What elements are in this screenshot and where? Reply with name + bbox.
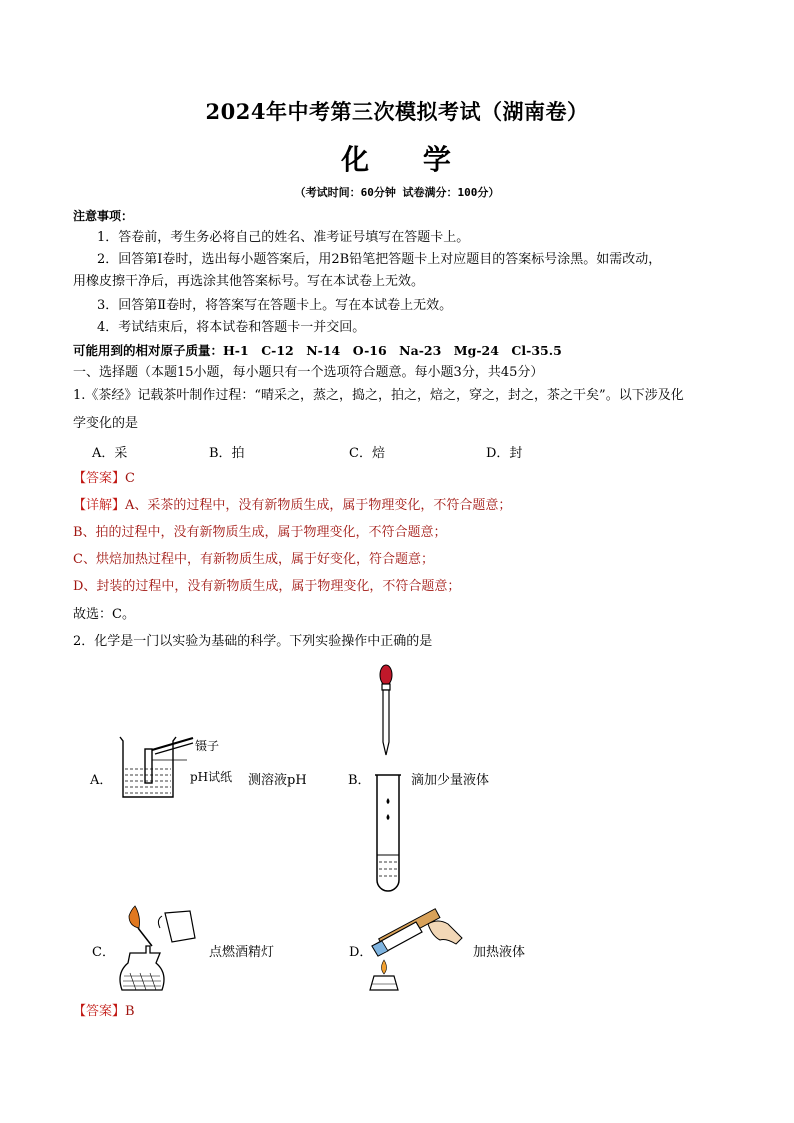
exam-info: （考试时间：60分钟 试卷满分：100分）: [294, 186, 500, 199]
test-tube: [377, 775, 399, 891]
notice-item-2b: 用橡皮擦干净后，再选涂其他答案标号。写在本试卷上无效。: [73, 274, 425, 289]
detail-text: A、采茶的过程中，没有新物质生成，属于物理变化，不符合题意；: [125, 498, 512, 513]
droplet: [387, 798, 390, 804]
answer-tag: 【答案】: [73, 471, 126, 486]
atomic-masses: 可能用到的相对原子质量：H-1 C-12 N-14 O-16 Na-23 Mg-24 Cl-35.5: [73, 343, 562, 358]
subject-title: 化 学: [341, 143, 473, 176]
q2-stem: 2．化学是一门以实验为基础的科学。下列实验操作中正确的是: [73, 634, 433, 649]
tweezers-label: 镊子: [195, 739, 220, 753]
answer-value: C: [125, 471, 135, 486]
alcohol-lamp-base: [370, 976, 398, 990]
q1-stem-line1: 1.《茶经》记载茶叶制作过程：“晴采之，蒸之，捣之，拍之，焙之，穿之，封之，茶之干矣”。以下涉及化: [73, 388, 684, 403]
q1-detail-1: [73, 496, 511, 516]
q1-option-c: C．焙: [349, 446, 385, 461]
q1-detail-4: D、封装的过程中，没有新物质生成，属于物理变化，不符合题意；: [73, 579, 461, 594]
q2-option-b-caption: 滴加少量液体: [411, 773, 490, 788]
detail-tag: 【详解】: [73, 498, 126, 513]
q1-option-a: A．采: [92, 446, 128, 461]
notice-item-1: 1．答卷前，考生务必将自己的姓名、准考证号填写在答题卡上。: [97, 230, 470, 245]
alcohol-lamp: [120, 946, 164, 990]
answer-tag: 【答案】: [73, 1004, 126, 1019]
q2-option-b-letter: B．: [348, 773, 371, 788]
q1-detail-2: B、拍的过程中，没有新物质生成，属于物理变化，不符合题意；: [73, 525, 447, 540]
q2-option-d-letter: D．: [349, 945, 373, 960]
heating-liquid-figure: [368, 900, 468, 995]
q2-option-a-caption: 测溶液pH: [248, 773, 307, 788]
q2-option-c-caption: 点燃酒精灯: [209, 945, 275, 960]
section-heading: 一、选择题（本题15小题，每小题只有一个选项符合题意。每小题3分，共45分）: [73, 365, 544, 380]
lamp-tilted: [165, 911, 195, 942]
q2-option-c-letter: C．: [92, 945, 115, 960]
q1-conclusion: 故选：C。: [73, 607, 135, 622]
ph-paper-label: pH试纸: [190, 770, 233, 784]
q1-answer: [73, 469, 135, 489]
dropper-test-tube-figure: [370, 660, 410, 895]
alcohol-lamp-lighting-figure: [110, 898, 210, 998]
droplet-2: [387, 814, 390, 820]
answer-value: B: [125, 1004, 135, 1019]
q2-answer: [73, 1002, 135, 1022]
notice-item-4: 4．考试结束后，将本试卷和答题卡一并交回。: [97, 320, 366, 335]
q1-option-b: B．拍: [209, 446, 245, 461]
ph-paper-strip: [145, 749, 152, 783]
notice-heading: 注意事项：: [73, 209, 134, 223]
q1-detail-3: C、烘焙加热过程中，有新物质生成，属于好变化，符合题意；: [73, 552, 434, 567]
dropper-bulb: [380, 665, 392, 685]
flame: [129, 906, 140, 928]
notice-item-2a: 2．回答第Ⅰ卷时，选出每小题答案后，用2B铅笔把答题卡上对应题目的答案标号涂黑。如需改动，: [97, 252, 662, 267]
notice-item-3: 3．回答第Ⅱ卷时，将答案写在答题卡上。写在本试卷上无效。: [97, 298, 453, 313]
lamp-flame: [382, 960, 387, 974]
q2-option-a-letter: A．: [90, 773, 113, 788]
hand: [428, 921, 462, 944]
q1-stem-line2: 学变化的是: [73, 416, 139, 431]
page-title: 2024年中考第三次模拟考试（湖南卷）: [205, 99, 589, 124]
dropper-tube: [383, 690, 389, 755]
q1-option-d: D．封: [486, 446, 523, 461]
q2-option-d-caption: 加热液体: [473, 945, 526, 960]
